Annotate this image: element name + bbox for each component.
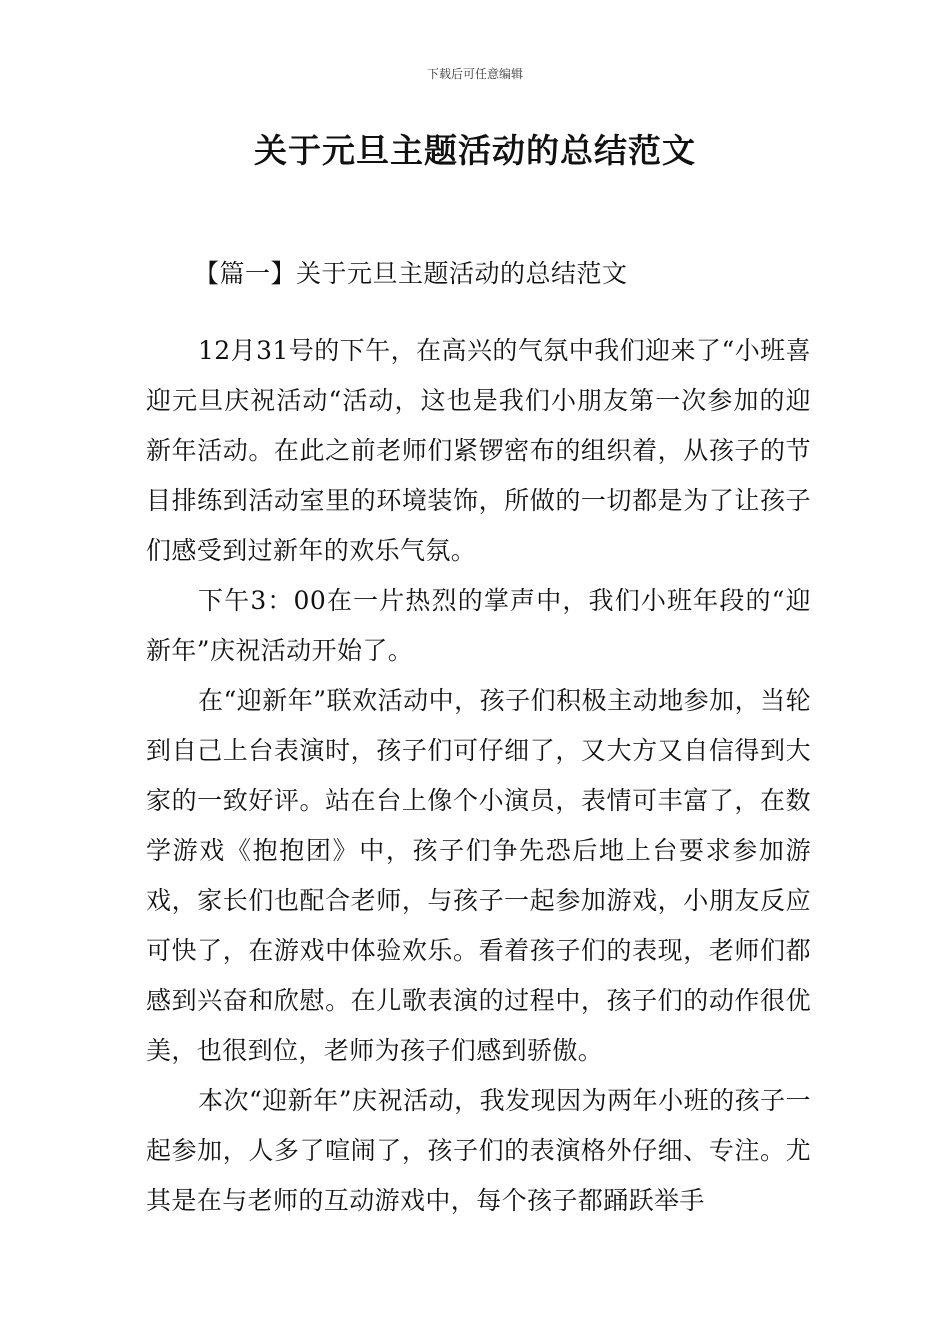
document-body	[146, 252, 811, 1226]
document-title: 关于元旦主题活动的总结范文	[254, 131, 696, 170]
paragraph-4: 本次“迎新年”庆祝活动，我发现因为两年小班的孩子一起参加，人多了喧闹了，孩子们的表演格外仔细、专注。尤其是在与老师的互动游戏中，每个孩子都踊跃举手	[146, 1086, 811, 1215]
section-heading: 【篇一】关于元旦主题活动的总结范文	[194, 259, 628, 288]
paragraph-3: 在“迎新年”联欢活动中，孩子们积极主动地参加，当轮到自己上台表演时，孩子们可仔细了，又大方又自信得到大家的一致好评。站在台上像个小演员，表情可丰富了，在数学游戏《抱抱团》中，孩子们争先恐后地上台要求参加游戏，家长们也配合老师，与孩子一起参加游戏，小朋友反应可快了，在游戏中体验欢乐。看着孩子们的表现，老师们都感到兴奋和欣慰。在儿歌表演的过程中，孩子们的动作很优美，也很到位，老师为孩子们感到骄傲。	[146, 686, 811, 1065]
header-note: 下载后可任意编辑	[426, 67, 523, 81]
paragraph-1: 12月31号的下午，在高兴的气氛中我们迎来了“小班喜迎元旦庆祝活动“活动，这也是我们小朋友第一次参加的迎新年活动。在此之前老师们紧锣密布的组织着，从孩子的节目排练到活动室里的环境装饰，所做的一切都是为了让孩子们感受到过新年的欢乐气氛。	[146, 336, 811, 565]
paragraph-2: 下午3：00在一片热烈的掌声中，我们小班年段的“迎新年”庆祝活动开始了。	[146, 586, 811, 665]
